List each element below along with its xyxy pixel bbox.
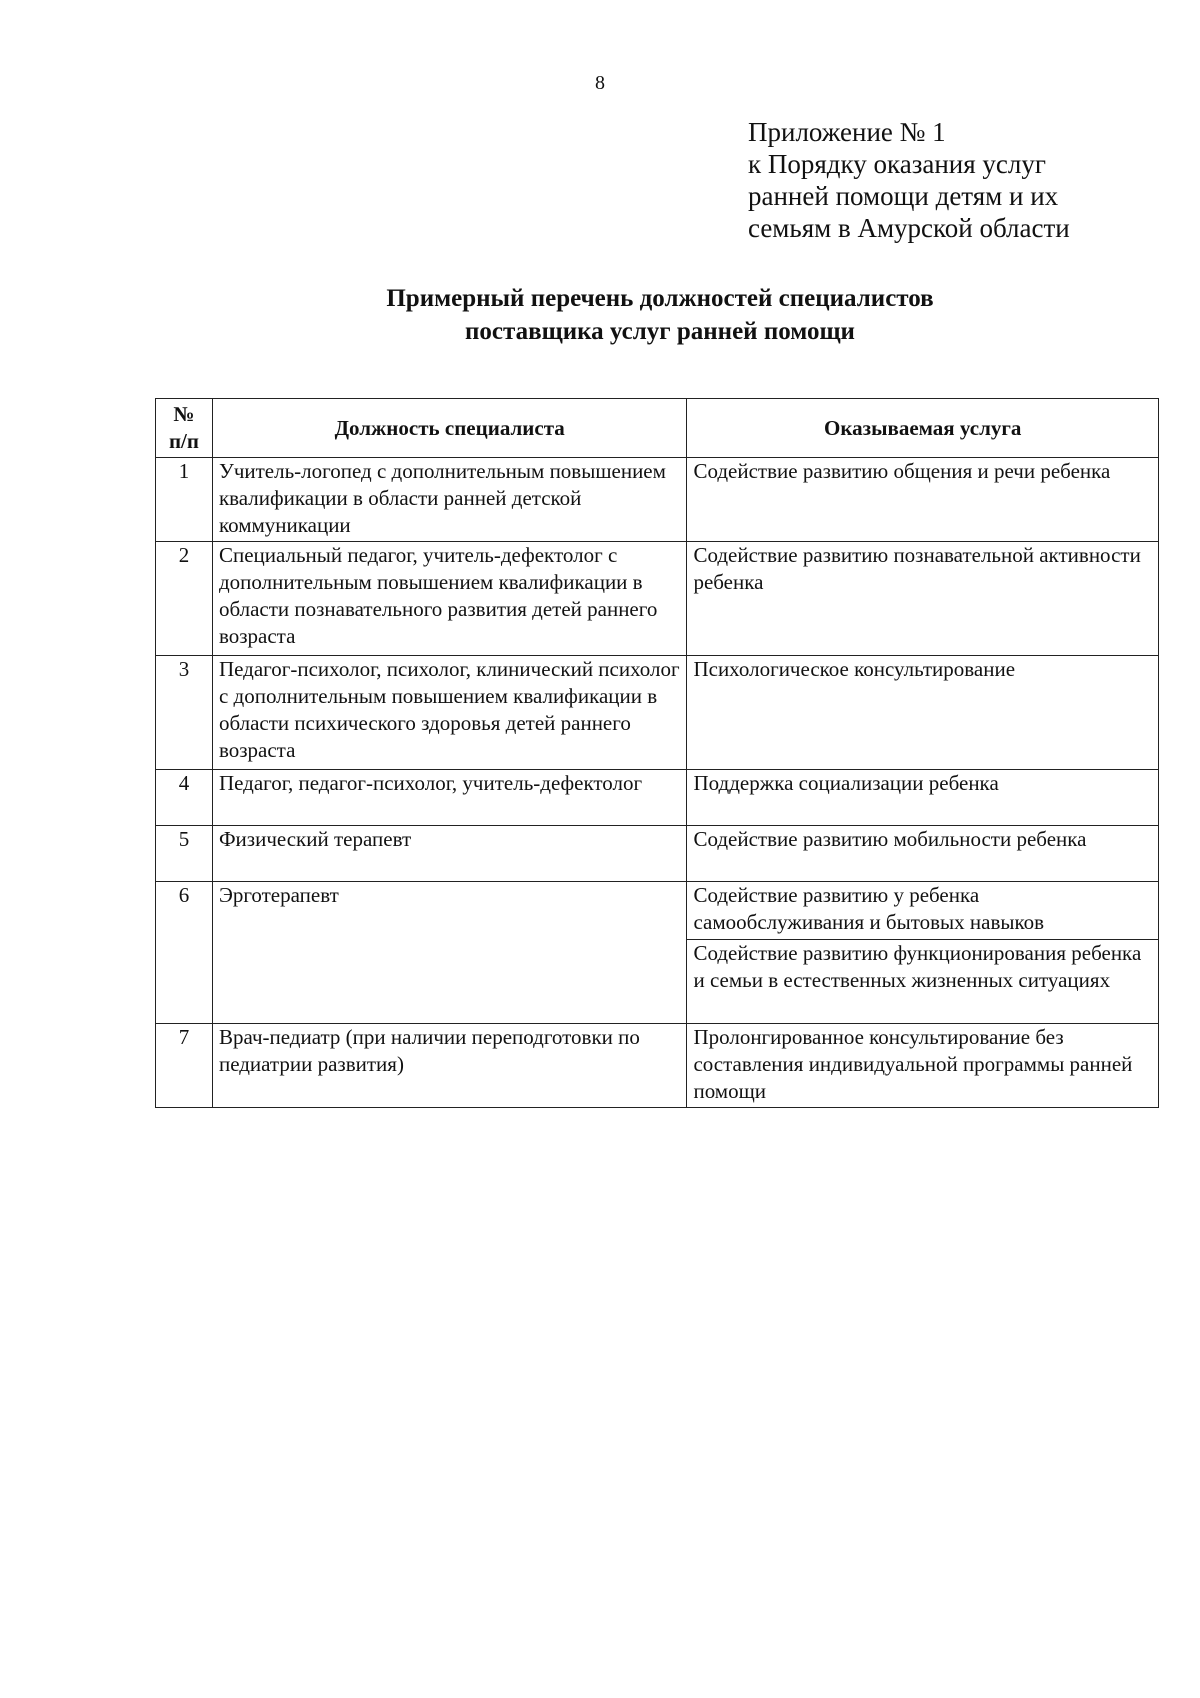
row-number: 2 [156, 542, 213, 656]
row-position: Физический терапевт [212, 826, 687, 882]
title-line: Примерный перечень должностей специалистов [386, 285, 934, 312]
header-service: Оказываемая услуга [687, 399, 1159, 458]
row-service: Содействие развитию функционирования ребенка и семьи в естественных жизненных ситуациях [687, 940, 1159, 1024]
table-row [156, 542, 1159, 656]
table-row [156, 882, 1159, 940]
annex-block [748, 116, 1070, 244]
row-service: Психологическое консультирование [687, 656, 1159, 770]
row-position: Врач-педиатр (при наличии переподготовки по педиатрии развития) [212, 1024, 687, 1108]
row-number: 3 [156, 656, 213, 770]
row-position: Педагог-психолог, психолог, клинический психолог с дополнительным повышением квалификации в области психического здоровья детей раннего возраста [212, 656, 687, 770]
page-number: 8 [595, 72, 605, 94]
table-row [156, 656, 1159, 770]
header-number-symbol: № [173, 402, 195, 426]
row-position: Эрготерапевт [212, 882, 687, 1024]
row-service: Пролонгированное консультирование без составления индивидуальной программы ранней помощи [687, 1024, 1159, 1108]
table-header-row [156, 399, 1159, 458]
row-service: Содействие развитию у ребенка самообслуживания и бытовых навыков [687, 882, 1159, 940]
row-number: 7 [156, 1024, 213, 1108]
specialists-table [155, 398, 1159, 1108]
row-position: Учитель-логопед с дополнительным повышением квалификации в области ранней детской коммуникации [212, 458, 687, 542]
row-number: 4 [156, 770, 213, 826]
title-line: поставщика услуг ранней помощи [465, 318, 855, 345]
row-service: Содействие развитию общения и речи ребенка [687, 458, 1159, 542]
row-number: 5 [156, 826, 213, 882]
row-number: 1 [156, 458, 213, 542]
header-position: Должность специалиста [212, 399, 687, 458]
row-service: Содействие развитию мобильности ребенка [687, 826, 1159, 882]
annex-line: ранней помощи детям и их [748, 181, 1059, 211]
header-number-abbr: п/п [168, 429, 199, 453]
row-number: 6 [156, 882, 213, 1024]
annex-line: к Порядку оказания услуг [748, 149, 1046, 179]
table-row [156, 826, 1159, 882]
document-title [0, 282, 1200, 348]
table-row [156, 458, 1159, 542]
row-position: Педагог, педагог-психолог, учитель-дефектолог [212, 770, 687, 826]
header-number [156, 399, 213, 458]
row-position: Специальный педагог, учитель-дефектолог с дополнительным повышением квалификации в области познавательного развития детей раннего возраста [212, 542, 687, 656]
annex-line: семьям в Амурской области [748, 213, 1070, 243]
table-row [156, 1024, 1159, 1108]
row-service: Поддержка социализации ребенка [687, 770, 1159, 826]
row-service: Содействие развитию познавательной активности ребенка [687, 542, 1159, 656]
table-row [156, 770, 1159, 826]
annex-line: Приложение № 1 [748, 117, 946, 147]
